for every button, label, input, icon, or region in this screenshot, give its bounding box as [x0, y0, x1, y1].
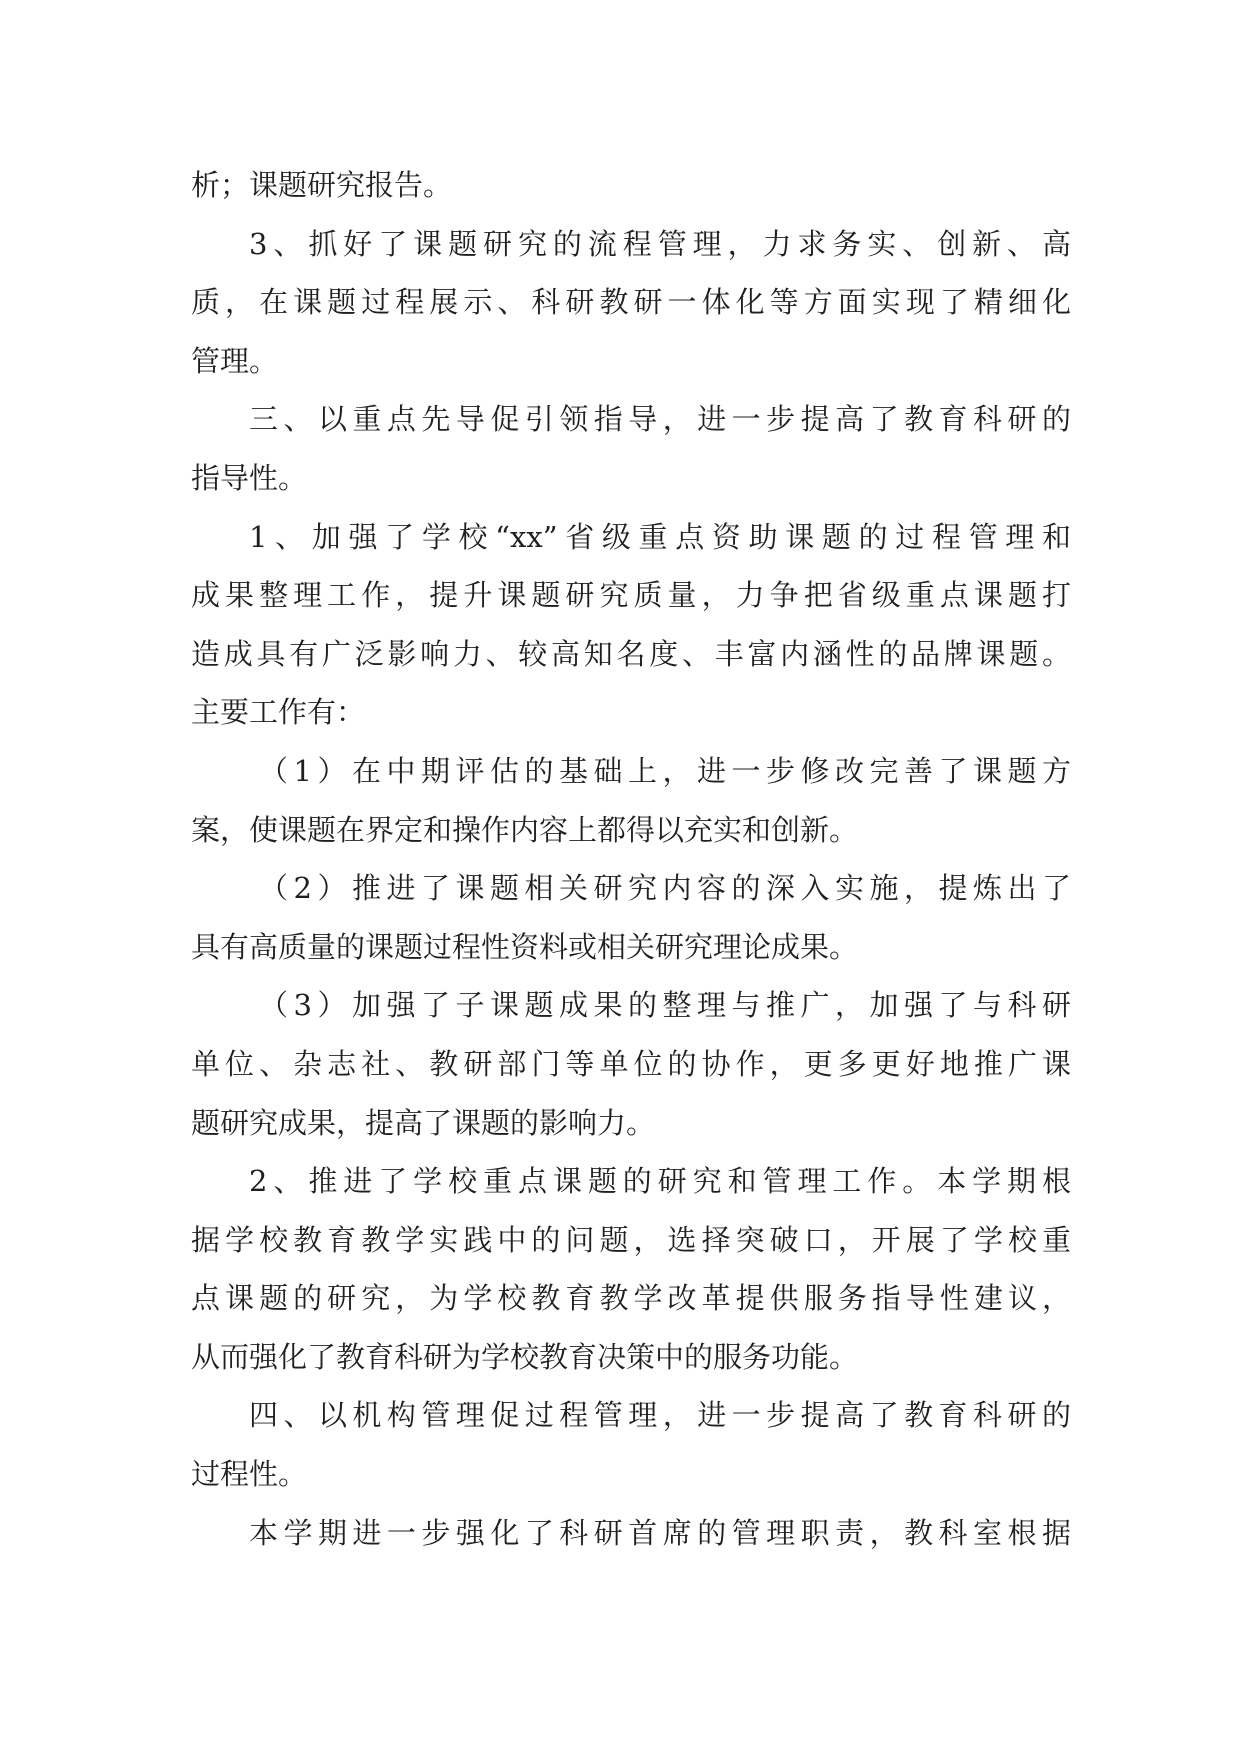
text-line: 成果整理工作，提升课题研究质量，力争把省级重点课题打 [191, 578, 1071, 613]
section-heading: 三、以重点先导促引领指导，进一步提高了教育科研的 [249, 402, 1071, 437]
list-item: （1）在中期评估的基础上，进一步修改完善了课题方 [259, 753, 1071, 788]
text-line: 从而强化了教育科研为学校教育决策中的服务功能。 [191, 1339, 859, 1374]
text-line: 据学校教育教学实践中的问题，选择突破口，开展了学校重 [191, 1222, 1071, 1257]
text-line: 点课题的研究，为学校教育教学改革提供服务指导性建议， [191, 1281, 1071, 1316]
text-line: 造成具有广泛影响力、较高知名度、丰富内涵性的品牌课题。 [191, 636, 1071, 671]
section-heading: 四、以机构管理促过程管理，进一步提高了教育科研的 [249, 1398, 1071, 1433]
list-item: （3）加强了子课题成果的整理与推广，加强了与科研 [259, 988, 1071, 1023]
section-heading: 过程性。 [191, 1457, 308, 1492]
text-line: 3、抓好了课题研究的流程管理，力求务实、创新、高 [249, 226, 1071, 261]
text-line: 具有高质量的课题过程性资料或相关研究理论成果。 [191, 929, 859, 964]
section-heading: 指导性。 [191, 460, 308, 495]
text-line: 主要工作有： [191, 695, 366, 730]
text-line: 管理。 [191, 343, 279, 378]
list-item: （2）推进了课题相关研究内容的深入实施，提炼出了 [259, 871, 1071, 906]
text-line: 本学期进一步强化了科研首席的管理职责，教科室根据 [249, 1515, 1071, 1550]
text-line: 2、推进了学校重点课题的研究和管理工作。本学期根 [249, 1164, 1071, 1199]
text-line: 析；课题研究报告。 [191, 168, 453, 202]
text-line: 单位、杂志社、教研部门等单位的协作，更多更好地推广课 [191, 1046, 1071, 1081]
body-text [191, 156, 1071, 1562]
text-line: 1、加强了学校“xx”省级重点资助课题的过程管理和 [249, 519, 1071, 554]
text-line: 题研究成果，提高了课题的影响力。 [191, 1105, 656, 1140]
text-line: 案，使课题在界定和操作内容上都得以充实和创新。 [191, 812, 859, 847]
text-line: 质，在课题过程展示、科研教研一体化等方面实现了精细化 [191, 285, 1071, 320]
